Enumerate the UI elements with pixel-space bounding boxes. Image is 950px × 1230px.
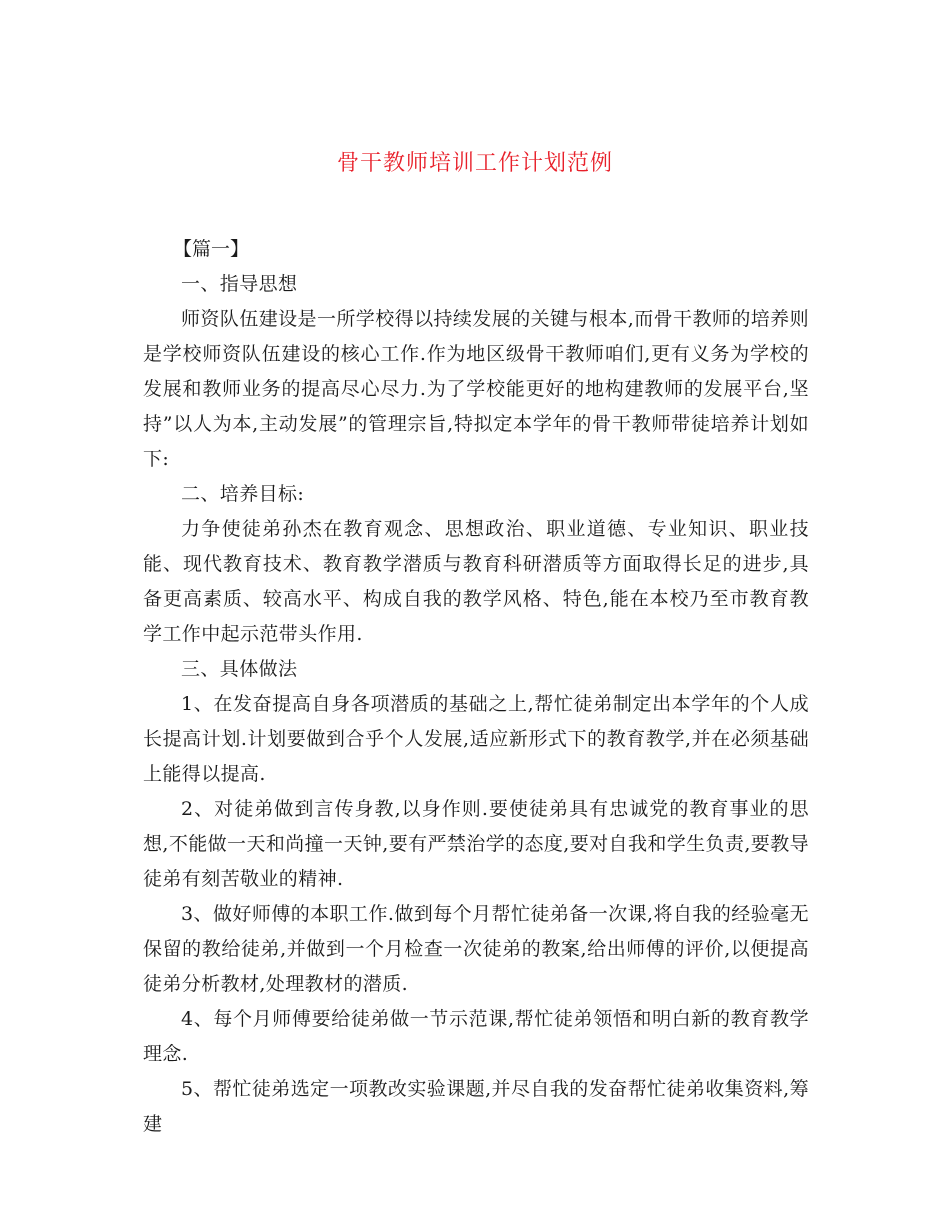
heading-specific-methods: 三、具体做法 xyxy=(181,658,298,680)
section-tag: 【篇一】 xyxy=(173,238,250,260)
heading-guiding-ideology: 一、指导思想 xyxy=(181,273,298,295)
method-item-1: 1、在发奋提高自身各项潜质的基础之上,帮忙徒弟制定出本学年的个人成长提高计划.计划要做到合乎个人发展,适应新形式下的教育教学,并在必须基础上能得以提高. xyxy=(143,693,809,785)
method-item-5: 5、帮忙徒弟选定一项教改实验课题,并尽自我的发奋帮忙徒弟收集资料,筹建 xyxy=(143,1078,809,1135)
document-body xyxy=(143,232,809,1142)
heading-training-goals: 二、培养目标: xyxy=(181,483,305,505)
method-item-4: 4、每个月师傅要给徒弟做一节示范课,帮忙徒弟领悟和明白新的教育教学理念. xyxy=(143,1008,809,1065)
method-item-3: 3、做好师傅的本职工作.做到每个月帮忙徒弟备一次课,将自我的经验毫无保留的教给徒弟,并做到一个月检查一次徒弟的教案,给出师傅的评价,以便提高徒弟分析教材,处理教材的潜质. xyxy=(143,903,809,995)
method-item-2: 2、对徒弟做到言传身教,以身作则.要使徒弟具有忠诚党的教育事业的思想,不能做一天和尚撞一天钟,要有严禁治学的态度,要对自我和学生负责,要教导徒弟有刻苦敬业的精神. xyxy=(143,798,809,890)
paragraph-guiding-ideology: 师资队伍建设是一所学校得以持续发展的关键与根本,而骨干教师的培养则是学校师资队伍建设的核心工作.作为地区级骨干教师咱们,更有义务为学校的发展和教师业务的提高尽心尽力.为了学校能更好的地构建教师的发展平台,坚持”以人为本,主动发展”的管理宗旨,特拟定本学年的骨干教师带徒培养计划如下: xyxy=(143,308,809,470)
paragraph-training-goals: 力争使徒弟孙杰在教育观念、思想政治、职业道德、专业知识、职业技能、现代教育技术、教育教学潜质与教育科研潜质等方面取得长足的进步,具备更高素质、较高水平、构成自我的教学风格、特色,能在本校乃至市教育教学工作中起示范带头作用. xyxy=(143,518,809,645)
document-title: 骨干教师培训工作计划范例 xyxy=(336,151,613,176)
